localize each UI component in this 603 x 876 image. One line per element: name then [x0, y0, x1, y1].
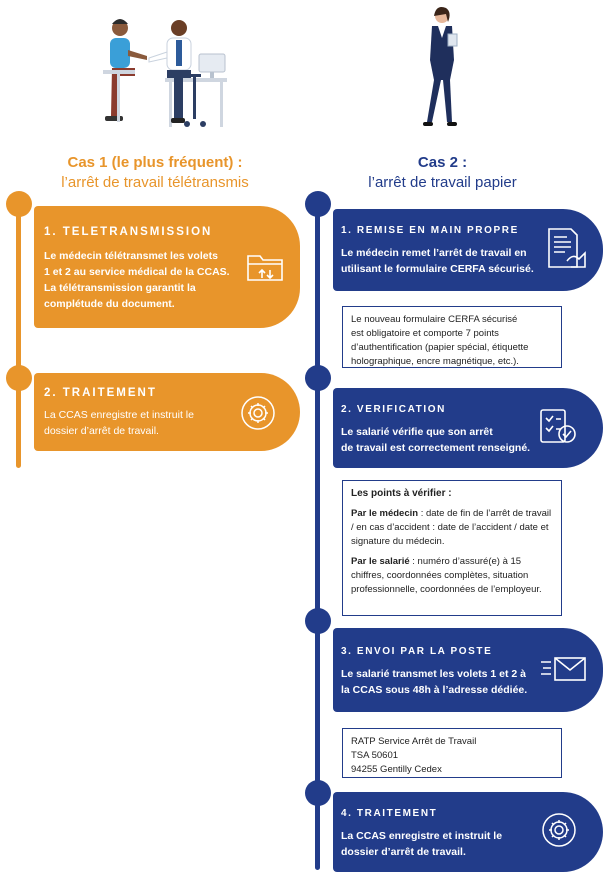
- text-line: Le salarié transmet les volets 1 et 2 à: [341, 668, 527, 680]
- case2-timeline-dot: [305, 191, 331, 217]
- text-line: La télétransmission garantit la: [44, 282, 196, 294]
- text-line: de travail est correctement renseigné.: [341, 442, 531, 454]
- checklist-icon: [537, 406, 581, 448]
- case2-step4-text: [341, 828, 546, 860]
- case2-timeline: [315, 198, 320, 870]
- text-line: holographique, encre magnétique, etc.).: [351, 356, 519, 367]
- text-line: Le médecin télétransmet les volets: [44, 250, 218, 262]
- text-line: est obligatoire et comporte 7 points: [351, 328, 499, 339]
- text-line: utilisant le formulaire CERFA sécurisé.: [341, 263, 534, 275]
- mail-icon: [539, 654, 587, 686]
- case2-heading: [300, 153, 585, 193]
- case2-timeline-dot: [305, 780, 331, 806]
- postal-address: [342, 728, 562, 778]
- case1-timeline: [16, 198, 21, 468]
- verification-medecin-label: Par le médecin: [351, 508, 419, 519]
- case1-timeline-dot: [6, 365, 32, 391]
- gear-icon: [238, 393, 278, 433]
- verification-medecin-text: : date de fin de l’arrêt de travail / en cas d’accident : date de l’accident / date et signature du médecin.: [351, 508, 552, 547]
- document-sign-icon: [545, 227, 587, 271]
- text-line: dossier d’arrêt de travail.: [341, 846, 466, 858]
- text-line: La CCAS enregistre et instruit le: [341, 830, 503, 842]
- case2-step4-card: [333, 792, 603, 872]
- case1-step2-title: 2. TRAITEMENT: [44, 387, 157, 399]
- case2-title: Cas 2 :: [417, 154, 468, 171]
- case2-step2-text: [341, 424, 546, 456]
- businesswoman-illustration: [410, 4, 470, 130]
- case2-step2-card: [333, 388, 603, 468]
- folder-transfer-icon: [244, 246, 288, 290]
- text-line: La CCAS enregistre et instruit le: [44, 409, 194, 421]
- address-line: RATP Service Arrêt de Travail: [351, 736, 477, 747]
- address-line: TSA 50601: [351, 750, 399, 761]
- verification-medecin: [351, 507, 553, 549]
- text-line: Le médecin remet l’arrêt de travail en: [341, 247, 527, 259]
- address-line: 94255 Gentilly Cedex: [351, 764, 442, 775]
- text-line: complétude du document.: [44, 298, 175, 310]
- cerfa-note: [342, 306, 562, 368]
- case2-subtitle: l’arrêt de travail papier: [368, 174, 517, 191]
- text-line: dossier d’arrêt de travail.: [44, 425, 159, 437]
- case1-step2-text: [44, 407, 244, 439]
- case1-subtitle: l’arrêt de travail télétransmis: [61, 174, 249, 191]
- case1-step1-text: [44, 248, 244, 312]
- case2-timeline-dot: [305, 608, 331, 634]
- case2-step1-text: [341, 245, 546, 277]
- case2-step3-text: [341, 666, 546, 698]
- verification-salarie: [351, 555, 553, 597]
- case2-step4-title: 4. TRAITEMENT: [341, 808, 438, 819]
- text-line: 1 et 2 au service médical de la CCAS.: [44, 266, 230, 278]
- gear-icon: [539, 810, 579, 850]
- case2-step3-title: 3. ENVOI PAR LA POSTE: [341, 646, 493, 657]
- case2-step3-card: [333, 628, 603, 712]
- doctor-patient-illustration: [95, 12, 235, 132]
- case1-timeline-dot: [6, 191, 32, 217]
- text-line: la CCAS sous 48h à l’adresse dédiée.: [341, 684, 528, 696]
- case1-step1-title: 1. TELETRANSMISSION: [44, 226, 213, 238]
- case2-timeline-dot: [305, 365, 331, 391]
- case1-step2-card: [34, 373, 300, 451]
- case1-heading: [20, 153, 290, 193]
- case1-title: Cas 1 (le plus fréquent) :: [67, 154, 243, 171]
- case2-step1-card: [333, 209, 603, 291]
- text-line: Le salarié vérifie que son arrêt: [341, 426, 493, 438]
- verification-heading: Les points à vérifier :: [351, 488, 452, 499]
- text-line: Le nouveau formulaire CERFA sécurisé: [351, 314, 518, 325]
- case1-step1-card: [34, 206, 300, 328]
- case2-step2-title: 2. VERIFICATION: [341, 404, 446, 415]
- verification-salarie-text: : numéro d’assuré(e) à 15 chiffres, coordonnées complètes, situation professionnelle, coordonnées de l’employeur.: [351, 556, 542, 595]
- case2-step1-title: 1. REMISE EN MAIN PROPRE: [341, 225, 519, 236]
- verification-salarie-label: Par le salarié: [351, 556, 410, 567]
- verification-note: [342, 480, 562, 616]
- text-line: d’authentification (papier spécial, étiquette: [351, 342, 529, 353]
